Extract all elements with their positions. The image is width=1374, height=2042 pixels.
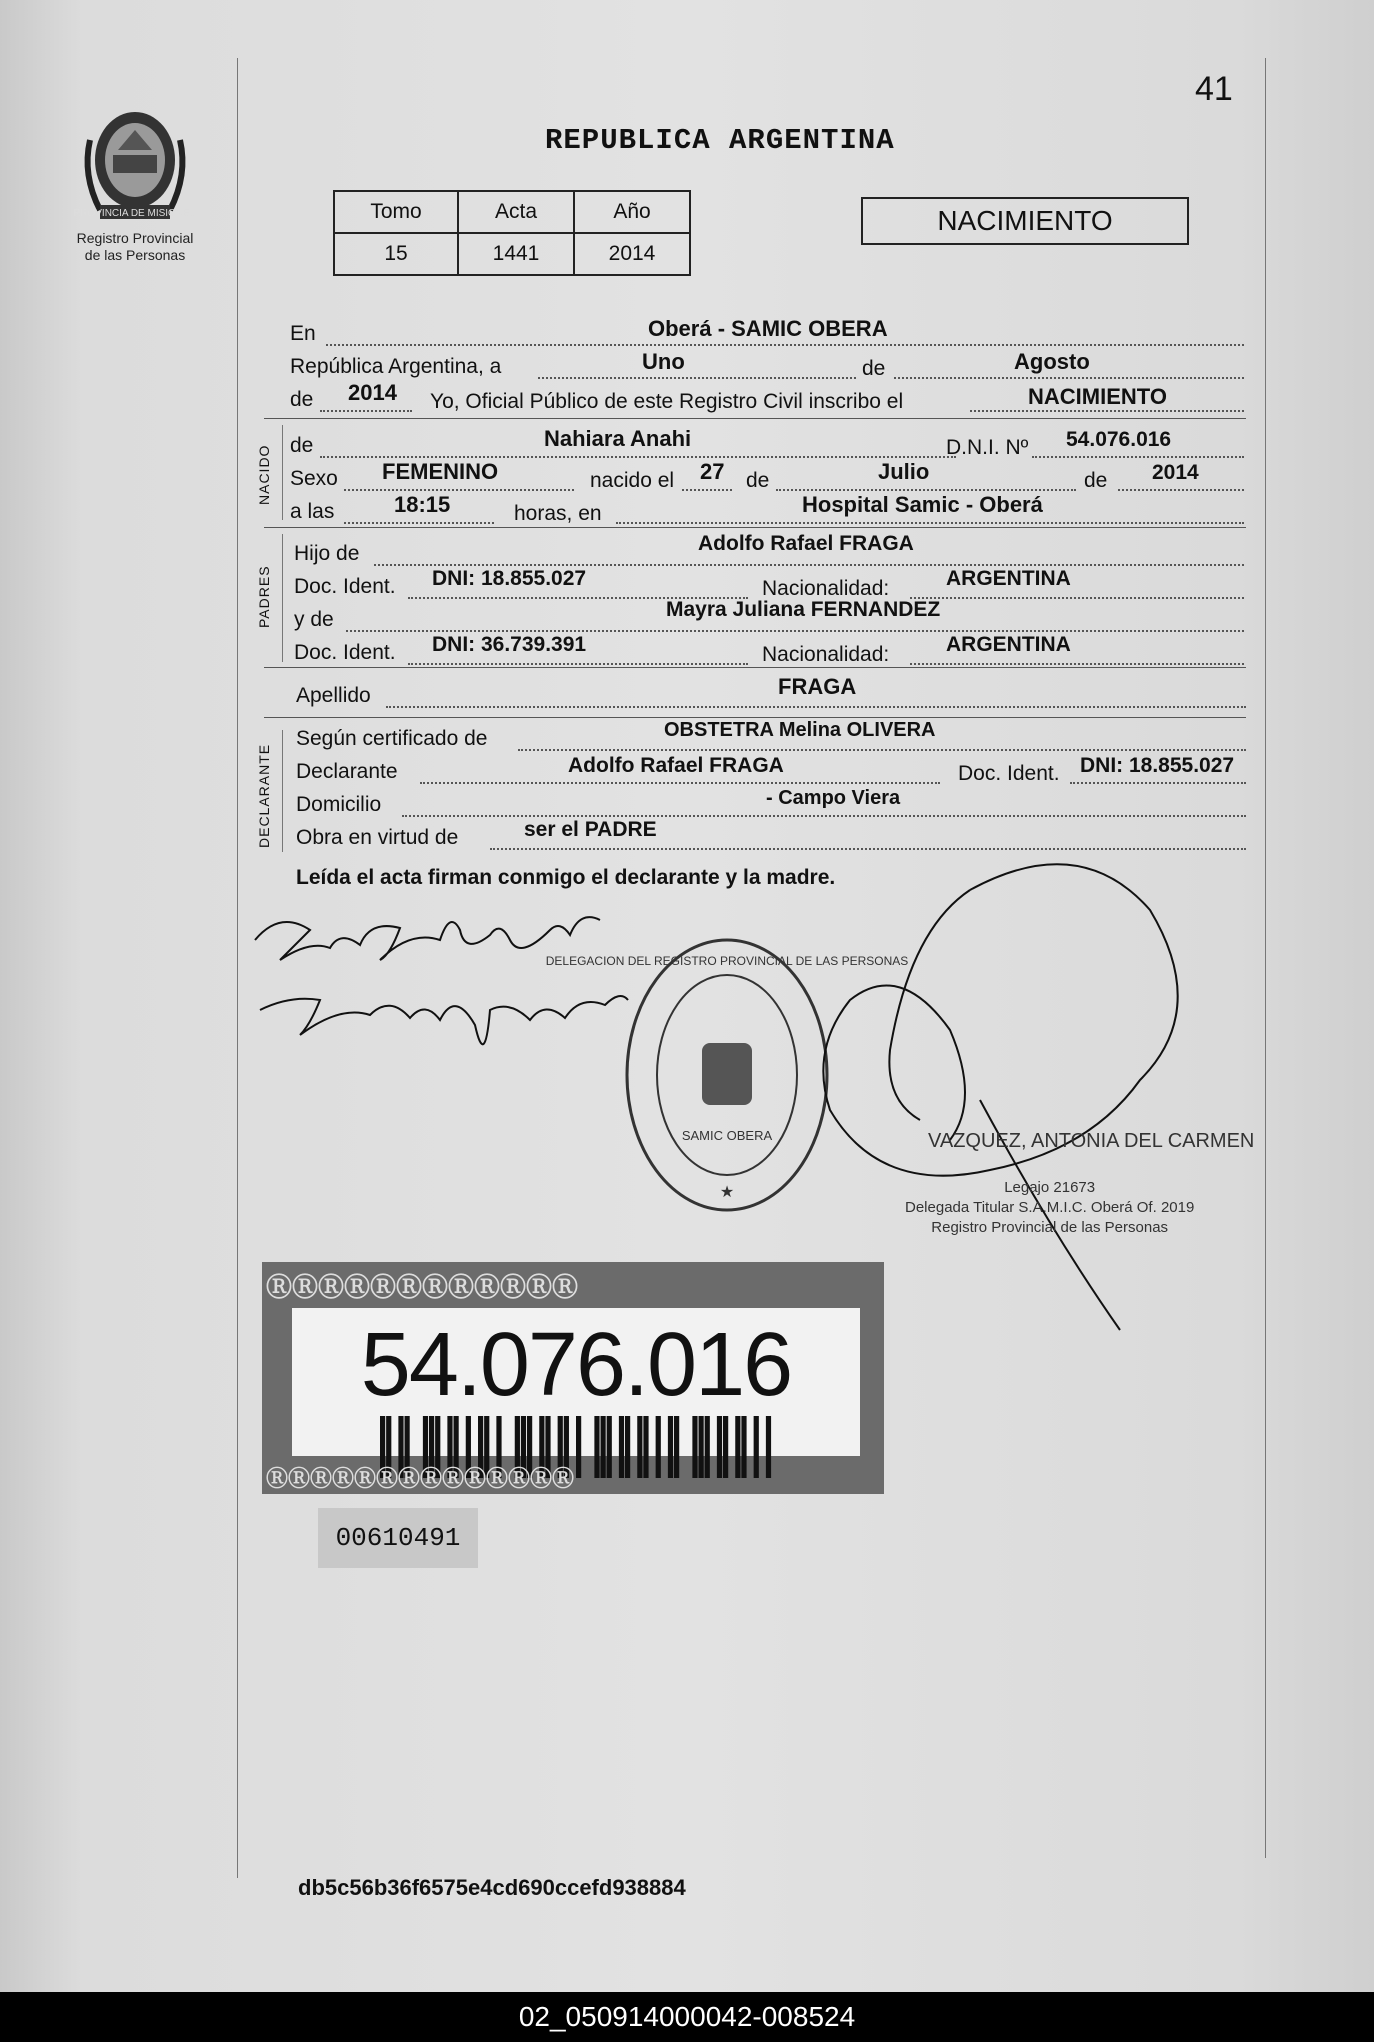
signature-father — [250, 900, 630, 1095]
svg-text:ⓇⓇⓇⓇⓇⓇⓇⓇⓇⓇⓇⓇⓇⓇ: ⓇⓇⓇⓇⓇⓇⓇⓇⓇⓇⓇⓇⓇⓇ — [266, 1466, 575, 1491]
horas-label: horas, en — [514, 502, 602, 525]
de-label: de — [862, 357, 886, 380]
inscribe-value: NACIMIENTO — [1028, 384, 1167, 409]
declarante-doc: DNI: 18.855.027 — [1080, 754, 1235, 777]
declarante-doc-label: Doc. Ident. — [958, 762, 1060, 785]
section-divider — [264, 527, 1246, 528]
dotted-line — [1070, 782, 1246, 784]
right-margin-line — [1265, 58, 1266, 1858]
nacido-de-label: de — [290, 434, 314, 457]
birth-day: 27 — [700, 459, 725, 484]
official-registry: Registro Provincial de las Personas — [931, 1219, 1169, 1236]
official-name: VAZQUEZ, ANTONIA DEL CARMEN — [928, 1130, 1255, 1152]
place-value: Oberá - SAMIC OBERA — [648, 316, 888, 341]
birth-time: 18:15 — [394, 492, 451, 517]
dotted-line — [420, 782, 940, 784]
padres-side-label: PADRES — [256, 565, 272, 628]
logo-line-1: Registro Provincial — [76, 230, 194, 246]
dotted-line — [518, 749, 1246, 751]
scan-footer: 02_050914000042-008524 — [0, 1992, 1374, 2042]
dotted-line — [402, 815, 1246, 817]
dotted-line — [910, 663, 1244, 665]
father-nationality: ARGENTINA — [946, 567, 1071, 590]
birth-month: Julio — [878, 459, 930, 484]
official-role: Delegada Titular S.A.M.I.C. Oberá Of. 2019 — [905, 1199, 1195, 1216]
yde-label: y de — [294, 608, 334, 631]
section-divider — [264, 418, 1246, 419]
child-dni: 54.076.016 — [1066, 428, 1172, 451]
father-doc: DNI: 18.855.027 — [432, 567, 587, 590]
registry-header-row — [334, 191, 690, 233]
closing-statement: Leída el acta firman conmigo el declarante y la madre. — [296, 866, 836, 889]
act-type-box: NACIMIENTO — [861, 197, 1189, 245]
dotted-line — [344, 522, 494, 524]
anio-value: 2014 — [574, 233, 690, 275]
dotted-line — [1118, 489, 1244, 491]
father-name: Adolfo Rafael FRAGA — [698, 532, 914, 555]
dni-label-number: 54.076.016 — [360, 1315, 792, 1415]
sticker-pattern-top-icon — [262, 1262, 884, 1308]
sexo-label: Sexo — [290, 467, 338, 490]
dotted-line — [408, 663, 748, 665]
page-number: 41 — [1195, 70, 1233, 108]
dotted-line — [894, 377, 1244, 379]
dotted-line — [374, 564, 1244, 566]
dotted-line — [1032, 456, 1244, 458]
dotted-line — [326, 344, 1244, 346]
dni-label-card — [292, 1308, 860, 1456]
de-label-3: de — [1084, 469, 1108, 492]
provincial-logo — [60, 100, 210, 264]
document-hash: db5c56b36f6575e4cd690ccefd938884 — [298, 1875, 686, 1900]
dotted-line — [346, 630, 1244, 632]
dotted-line — [910, 597, 1244, 599]
left-margin-line — [237, 58, 238, 1878]
nacido-side-label: NACIDO — [256, 444, 272, 505]
section-divider — [264, 717, 1246, 718]
dotted-line — [970, 410, 1244, 412]
tomo-header: Tomo — [334, 191, 458, 233]
padres-section-line — [282, 534, 283, 662]
month-value: Agosto — [1014, 349, 1090, 374]
logo-ring-text: PROVINCIA DE MISIONES — [73, 208, 197, 219]
logo-line-2: de las Personas — [84, 247, 186, 263]
acta-value: 1441 — [458, 233, 574, 275]
svg-text:ⓇⓇⓇⓇⓇⓇⓇⓇⓇⓇⓇⓇ: ⓇⓇⓇⓇⓇⓇⓇⓇⓇⓇⓇⓇ — [266, 1272, 579, 1302]
hijo-label: Hijo de — [294, 542, 360, 565]
father-nat-label: Nacionalidad: — [762, 577, 890, 600]
dotted-line — [320, 410, 412, 412]
mother-nationality: ARGENTINA — [946, 633, 1071, 656]
de2-label: de — [290, 388, 314, 411]
mother-doc: DNI: 36.739.391 — [432, 633, 587, 656]
domicilio-label: Domicilio — [296, 793, 382, 816]
dotted-line — [386, 706, 1246, 708]
obra-value: ser el PADRE — [524, 818, 657, 841]
nacido-el-label: nacido el — [590, 469, 675, 492]
dni-label: D.N.I. Nº — [946, 436, 1029, 459]
dotted-line — [538, 377, 856, 379]
obra-label: Obra en virtud de — [296, 826, 459, 849]
official-details — [905, 1178, 1194, 1238]
mother-name: Mayra Juliana FERNANDEZ — [666, 598, 941, 621]
declarante-side-label: DECLARANTE — [256, 743, 272, 848]
de-label-2: de — [746, 469, 770, 492]
cert-label: Según certificado de — [296, 727, 488, 750]
seal-star-icon: ★ — [719, 1184, 735, 1201]
child-name: Nahiara Anahi — [544, 426, 692, 451]
domicilio-value: - Campo Viera — [766, 787, 901, 809]
alas-label: a las — [290, 500, 335, 523]
birth-place: Hospital Samic - Oberá — [802, 492, 1043, 517]
father-doc-label: Doc. Ident. — [294, 575, 396, 598]
sticker-pattern-bottom-icon — [262, 1462, 884, 1494]
registry-table — [333, 190, 691, 276]
handwritten-signature-icon — [250, 900, 630, 1090]
tomo-value: 15 — [334, 233, 458, 275]
mother-doc-label: Doc. Ident. — [294, 641, 396, 664]
dotted-line — [344, 489, 574, 491]
day-value: Uno — [642, 349, 685, 374]
dotted-line — [776, 489, 1076, 491]
seal-outer-text: DELEGACION DEL REGISTRO PROVINCIAL DE LAS PERSONAS — [545, 954, 909, 968]
official-legajo: Legajo 21673 — [1004, 1179, 1096, 1196]
mother-nat-label: Nacionalidad: — [762, 643, 890, 666]
declarante-value: Adolfo Rafael FRAGA — [568, 754, 784, 777]
seal-inner-text: SAMIC OBERA — [681, 1128, 773, 1143]
nacido-section-line — [282, 425, 283, 520]
apellido-value: FRAGA — [778, 674, 857, 699]
year-value: 2014 — [348, 380, 397, 405]
declarante-section-line — [282, 730, 283, 852]
acta-header: Acta — [458, 191, 574, 233]
misiones-coat-of-arms-icon — [73, 100, 197, 225]
declarante-label: Declarante — [296, 760, 398, 783]
sexo-value: FEMENINO — [382, 459, 499, 484]
anio-header: Año — [574, 191, 690, 233]
republica-label: República Argentina, a — [290, 355, 502, 378]
dotted-line — [320, 456, 956, 458]
dotted-line — [616, 522, 1244, 524]
registry-value-row — [334, 233, 690, 275]
section-divider — [264, 667, 1246, 668]
birth-year: 2014 — [1152, 461, 1199, 484]
control-number: 00610491 — [318, 1508, 478, 1568]
dni-sticker — [262, 1262, 884, 1494]
document-title: REPUBLICA ARGENTINA — [545, 124, 895, 157]
en-label: En — [290, 322, 316, 345]
dotted-line — [682, 489, 732, 491]
apellido-label: Apellido — [296, 684, 371, 707]
yo-label: Yo, Oficial Público de este Registro Civil inscribo el — [430, 390, 904, 413]
cert-value: OBSTETRA Melina OLIVERA — [664, 719, 936, 741]
